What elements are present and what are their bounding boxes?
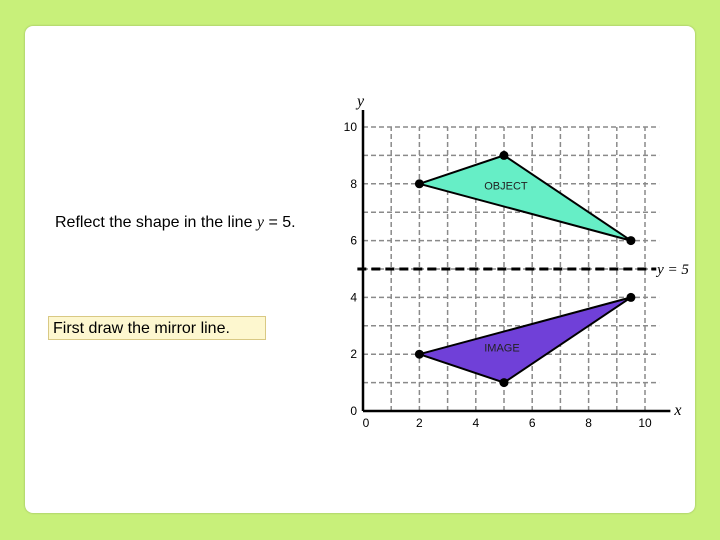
y-tick-label: 0 <box>350 404 357 418</box>
x-tick-label: 8 <box>585 416 592 430</box>
x-tick-label: 4 <box>472 416 480 430</box>
vertex-point <box>500 151 509 160</box>
y-tick-label: 8 <box>350 176 357 191</box>
y-axis-name: y <box>357 92 365 110</box>
y-tick-label: 2 <box>350 347 357 362</box>
x-tick-label: 10 <box>638 416 652 430</box>
vertex-point <box>415 179 424 188</box>
instruction-variable: y <box>256 214 265 231</box>
vertex-point <box>626 293 635 302</box>
object-label: OBJECT <box>484 180 528 193</box>
vertex-point <box>626 236 635 245</box>
x-axis-name: x <box>674 402 682 419</box>
x-tick-label: 0 <box>362 416 370 430</box>
mirror-line-label: y = 5 <box>657 262 689 278</box>
object-triangle <box>419 155 631 240</box>
y-tick-label: 6 <box>350 233 357 248</box>
image-label: IMAGE <box>484 342 520 355</box>
vertex-point <box>415 350 424 359</box>
y-tick-label: 4 <box>350 290 357 305</box>
image-triangle <box>419 297 631 382</box>
instruction-suffix: = 5. <box>264 214 296 231</box>
hint-callout: First draw the mirror line. <box>48 316 266 340</box>
y-tick-label: 10 <box>343 120 357 134</box>
x-tick-label: 6 <box>528 416 536 430</box>
vertex-point <box>500 378 509 387</box>
x-tick-label: 2 <box>416 416 423 430</box>
instruction-prefix: Reflect the shape in the line <box>55 214 257 231</box>
